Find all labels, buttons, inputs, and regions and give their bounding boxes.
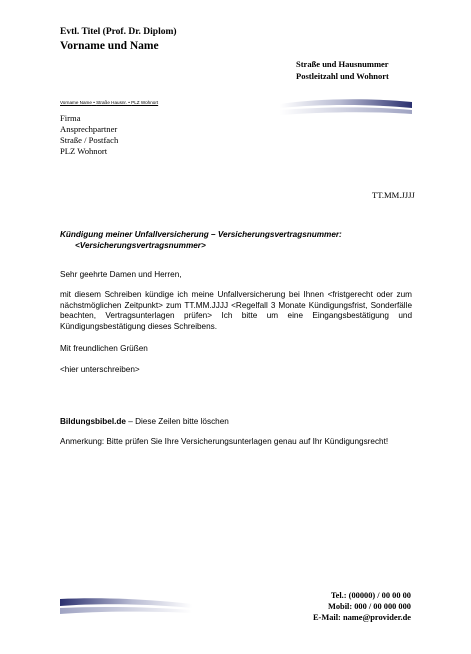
delete-note: [60, 417, 229, 428]
return-separator: •: [91, 100, 97, 105]
sender-city: Postleitzahl und Wohnort: [296, 71, 389, 81]
subject-line-2: <Versicherungsvertragsnummer>: [75, 241, 206, 250]
subject-line: [60, 229, 342, 251]
header-swoosh-graphic: [280, 98, 412, 116]
recipient-street: Straße / Postfach: [60, 135, 119, 145]
sender-street: Straße und Hausnummer: [296, 59, 389, 69]
recipient-contact: Ansprechpartner: [60, 124, 118, 134]
sender-name: Vorname und Name: [60, 40, 159, 52]
recipient-city: PLZ Wohnort: [60, 146, 108, 156]
return-street: Straße Hausnr.: [96, 100, 127, 105]
return-city: PLZ Wohnort: [131, 100, 159, 105]
recipient-company: Firma: [60, 113, 81, 123]
return-name: Vorname Name: [60, 100, 92, 105]
closing: Mit freundlichen Grüßen: [60, 344, 148, 353]
footer-contact: [313, 590, 411, 624]
footer-swoosh-graphic: [60, 595, 192, 615]
return-separator: •: [127, 100, 132, 105]
footer-mobile: Mobil: 000 / 00 000 000: [327, 602, 411, 612]
return-address-line: [60, 100, 158, 105]
delete-note-text: – Diese Zeilen bitte löschen: [125, 417, 229, 426]
letter-date: TT.MM.JJJJ: [372, 190, 415, 200]
body-text: mit diesem Schreiben kündige ich meine Unfallversicherung bei Ihnen <fristgerecht oder zum nächstmöglichen Zeitpunkt> zum TT.MM.JJJJ <Regelfall 3 Monate Kündigungsfrist, Sonderfälle beachten, Vertragsunterlagen prüfen> Ich bitte um eine Eingangsbestätigung und Kündigungsbestätigung dieses Schreibens.: [60, 290, 412, 331]
recipient-address: [60, 113, 118, 157]
salutation: Sehr geehrte Damen und Herren,: [60, 270, 182, 279]
sender-title: Evtl. Titel (Prof. Dr. Diplom): [60, 27, 177, 37]
remark-note: Anmerkung: Bitte prüfen Sie Ihre Versicherungsunterlagen genau auf Ihr Kündigungsrecht!: [60, 437, 389, 446]
footer-email: E-Mail: name@provider.de: [312, 613, 411, 623]
footer-phone: Tel.: (00000) / 00 00 00: [330, 591, 411, 600]
signature-placeholder: <hier unterschreiben>: [60, 365, 140, 374]
subject-line-1: Kündigung meiner Unfallversicherung – Versicherungsvertragsnummer:: [60, 230, 342, 239]
brand-name: Bildungsbibel.de: [60, 417, 126, 426]
